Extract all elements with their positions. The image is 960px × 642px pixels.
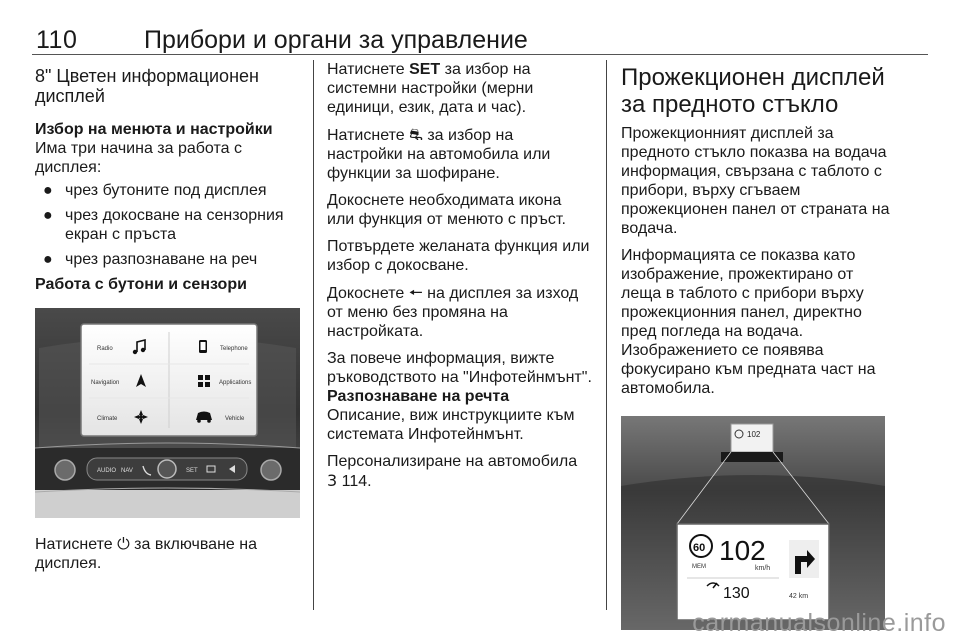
hud-description-2: Информацията се показва като изображение, прожектирано от леща в таблото с прибори върху прожекционния панел, директно пред погледа на водача. Изображението се появява фокусирано към предната част на автомобила. (621, 247, 876, 397)
list-item: ● чрез докосване на сензорния екран с пръста (43, 207, 284, 243)
menu-item-climate-label: Climate (97, 416, 118, 422)
back-arrow-icon: 🠔 (408, 283, 423, 302)
header-rule (32, 54, 928, 55)
set-button[interactable]: SET (186, 468, 198, 474)
left-knob[interactable] (55, 460, 75, 480)
column-3 (621, 60, 891, 630)
speed-limit-value: 60 (693, 542, 706, 554)
set-instruction: Натиснете SET за избор на системни настройки (мерни единици, език, дата и час). (327, 61, 534, 116)
power-icon: ⏻ (117, 534, 130, 553)
list-item: ● чрез бутоните под дисплея (43, 182, 267, 199)
touch-icon-instruction: Докоснете необходимата икона или функция от менюто с пръст. (327, 192, 566, 228)
page-header (32, 26, 928, 54)
small-speed-value: 102 (747, 430, 761, 439)
watermark: carmanualsonline.info (692, 609, 946, 637)
subheading-menus: Избор на менюта и настройки (35, 121, 273, 138)
vehicle-settings-icon: ⛐ (409, 125, 423, 144)
column-1 (35, 60, 300, 581)
speed-value: 102 (719, 535, 766, 566)
audio-button[interactable]: AUDIO (97, 468, 117, 474)
back-instruction: Докоснете 🠔 на дисплея за изход от меню без промяна на настройката. (327, 283, 579, 340)
more-info-text: За повече информация, вижте ръководството на "Инфотейнмънт". (327, 350, 592, 386)
section-heading-display: 8" Цветен информационен дисплей (35, 66, 259, 106)
menu-item-vehicle-label: Vehicle (225, 416, 245, 422)
set-key-label: SET (409, 61, 441, 78)
menu-item-radio-label: Radio (97, 346, 113, 352)
intro-text: Има три начина за работа с дисплея: (35, 140, 242, 176)
column-2 (327, 60, 592, 499)
voice-description: Описание, виж инструкциите към системата Инфотейнмънт. (327, 407, 575, 443)
menu-item-navigation-label: Navigation (91, 380, 120, 386)
navigation-distance: 42 km (789, 593, 809, 600)
phone-icon (199, 340, 207, 353)
volume-knob[interactable] (158, 460, 176, 478)
nav-button[interactable]: NAV (121, 468, 133, 474)
operation-methods-list (35, 181, 300, 269)
personalization-reference: Персонализиране на автомобила 3 114. (327, 453, 578, 490)
vehicle-settings-instruction: Натиснете ⛐ за избор на настройки на автомобила или функции за шофиране. (327, 125, 551, 182)
head-up-display-illustration (621, 416, 885, 630)
chapter-title: Прибори и органи за управление (144, 26, 528, 54)
hud-description-1: Прожекционният дисплей за предното стъкло показва на водача информация, свързана с таблото с прибори, върху сгъваем прожекционен панел от страната на водача. (621, 125, 890, 237)
limit-memory-label: MEM (692, 564, 706, 570)
right-knob[interactable] (261, 460, 281, 480)
column-divider-1 (313, 60, 314, 610)
speed-unit: km/h (755, 565, 771, 572)
power-instruction: Натиснете ⏻ за включване на дисплея. (35, 534, 257, 572)
page-reference-link[interactable]: 114. (337, 473, 372, 490)
subheading-voice-recognition: Разпознаване на речта (327, 388, 510, 405)
infotainment-illustration (35, 308, 300, 518)
column-divider-2 (606, 60, 607, 610)
page-reference-icon: 3 (327, 471, 338, 490)
subheading-buttons-sensors: Работа с бутони и сензори (35, 276, 247, 293)
menu-item-applications-label: Applications (219, 380, 252, 386)
page-number: 110 (36, 26, 78, 54)
list-item: ● чрез разпознаване на реч (43, 251, 258, 268)
cruise-value: 130 (723, 585, 750, 602)
menu-item-telephone-label: Telephone (220, 346, 248, 352)
section-heading-hud: Прожекционен дисплей за предното стъкло (621, 64, 885, 118)
confirm-instruction: Потвърдете желаната функция или избор с докосване. (327, 238, 590, 274)
